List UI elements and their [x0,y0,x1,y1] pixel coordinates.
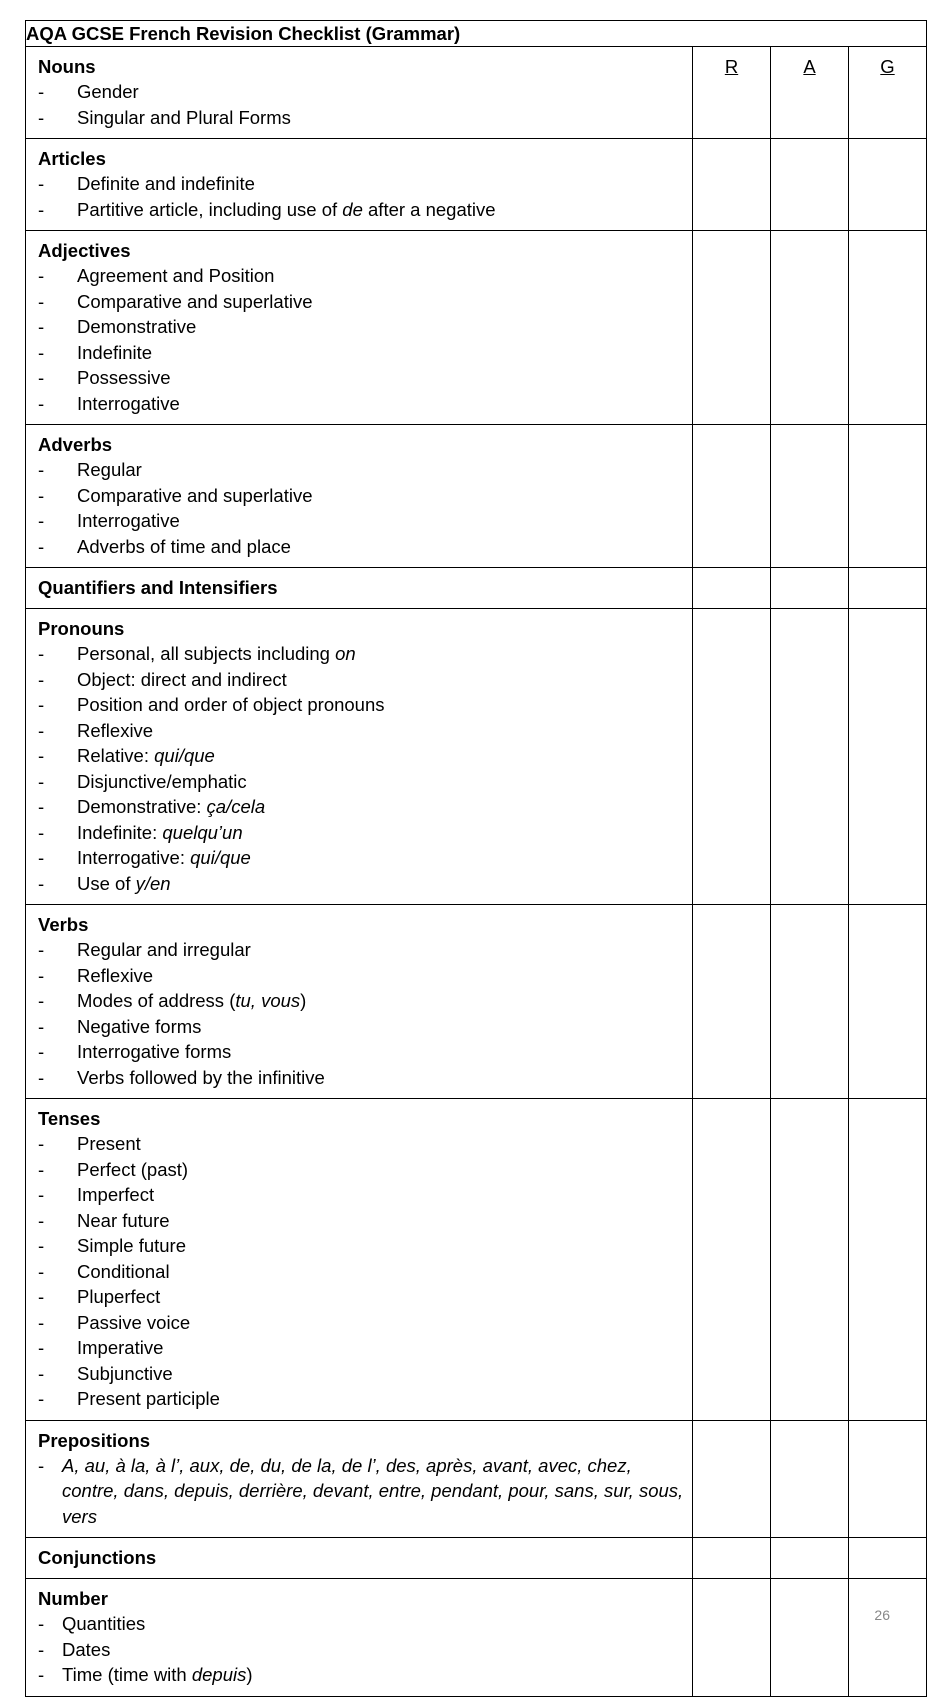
list-item: - Passive voice [38,1311,191,1333]
list-item: - Present [38,1133,141,1154]
amber-cell[interactable] [771,231,849,425]
list-item: - Interrogative: qui/que [38,847,251,868]
section-row-adverbs [26,425,927,568]
list-item: - Interrogative [38,510,180,531]
list-item: - Position and order of object pronouns [38,694,385,715]
green-cell[interactable] [849,139,927,231]
amber-cell[interactable] [771,1420,849,1538]
green-cell[interactable] [849,568,927,609]
list-item: - Singular and Plural Forms [38,106,291,128]
section-title: Pronouns [38,618,125,639]
red-cell[interactable] [693,139,771,231]
section-row-number [26,1579,927,1697]
red-cell[interactable] [693,425,771,568]
section-title: Verbs [38,914,89,935]
list-item: - Imperative [38,1337,164,1358]
amber-cell[interactable] [771,1538,849,1579]
list-item: - Conditional [38,1260,170,1282]
red-cell[interactable] [693,231,771,425]
list-item: - Present participle [38,1388,220,1409]
checklist-title: AQA GCSE French Revision Checklist (Grammar) [26,21,927,47]
section-articles [26,139,693,231]
list-item: - Demonstrative [38,316,197,337]
list-item: - Relative: qui/que [38,745,215,766]
list-item: - Adverbs of time and place [38,535,291,557]
list-item: - Reflexive [38,964,154,986]
list-item: - Partitive article, including use of de after a negative [38,198,496,220]
list-item: - Gender [38,81,139,102]
list-item: - Subjunctive [38,1362,173,1384]
red-cell[interactable] [693,609,771,905]
section-verbs [26,905,693,1099]
list-item: - Indefinite: quelqu’un [38,821,243,843]
green-cell[interactable] [849,609,927,905]
amber-cell[interactable] [771,139,849,231]
section-row-articles [26,139,927,231]
section-nouns [26,47,693,139]
list-item: - Comparative and superlative [38,484,313,506]
section-tenses [26,1099,693,1421]
section-title: Prepositions [38,1429,151,1451]
list-item: - Pluperfect [38,1286,161,1307]
green-cell[interactable] [849,1099,927,1421]
list-item: - Verbs followed by the infinitive [38,1066,325,1088]
list-item: - Perfect (past) [38,1158,189,1180]
column-header-g: G [849,47,927,139]
list-item: - Reflexive [38,719,154,741]
green-cell[interactable] [849,1420,927,1538]
section-row-conjunctions [26,1538,927,1579]
section-title: Articles [38,148,106,169]
amber-cell[interactable] [771,568,849,609]
section-title: Tenses [38,1108,101,1129]
list-item: - Comparative and superlative [38,290,313,312]
list-item: - Regular [38,459,142,480]
list-item: - Use of y/en [38,872,171,894]
amber-cell[interactable] [771,905,849,1099]
green-cell[interactable] [849,425,927,568]
grammar-checklist-table [25,20,927,1697]
amber-cell[interactable] [771,1579,849,1697]
list-item: - Interrogative [38,392,180,414]
section-title: Number [38,1588,108,1609]
section-row-nouns [26,47,927,139]
list-item: - Indefinite [38,341,153,363]
list-item: - Quantities [38,1613,146,1634]
list-item: - Dates [38,1638,111,1660]
amber-cell[interactable] [771,1099,849,1421]
section-conjunctions [26,1538,693,1579]
red-cell[interactable] [693,1099,771,1421]
section-prepositions [26,1420,693,1538]
green-cell[interactable] [849,231,927,425]
section-row-prepositions [26,1420,927,1538]
section-number [26,1579,693,1697]
red-cell[interactable] [693,1420,771,1538]
red-cell[interactable] [693,1538,771,1579]
list-item: - Interrogative forms [38,1041,232,1062]
section-title: Adverbs [38,434,113,455]
column-header-a: A [771,47,849,139]
list-item: - Regular and irregular [38,939,251,960]
section-title: Adjectives [38,240,131,261]
list-item: - Agreement and Position [38,265,275,286]
section-row-pronouns [26,609,927,905]
list-item: - Disjunctive/emphatic [38,770,247,792]
list-item: - A, au, à la, à l’, aux, de, du, de la, de l’, des, après, avant, avec, chez, contre, dans, depuis, derrière, devant, entre, pendant, pour, sans, sur, sous, vers [38,1454,684,1527]
list-item: - Personal, all subjects including on [38,643,356,664]
section-row-verbs [26,905,927,1099]
green-cell[interactable] [849,1538,927,1579]
section-title: Nouns [38,56,96,77]
section-row-tenses [26,1099,927,1421]
column-header-r: R [693,47,771,139]
list-item: - Simple future [38,1235,186,1256]
green-cell[interactable] [849,905,927,1099]
red-cell[interactable] [693,905,771,1099]
section-quantifiers [26,568,693,609]
list-item: - Possessive [38,367,171,388]
section-row-adjectives [26,231,927,425]
section-adjectives [26,231,693,425]
red-cell[interactable] [693,568,771,609]
list-item: - Time (time with depuis) [38,1664,253,1685]
section-pronouns [26,609,693,905]
amber-cell[interactable] [771,425,849,568]
list-item: - Modes of address (tu, vous) [38,990,307,1011]
list-item: - Near future [38,1209,170,1231]
list-item: - Demonstrative: ça/cela [38,796,266,817]
section-title: Quantifiers and Intensifiers [38,577,278,598]
list-item: - Imperfect [38,1184,155,1205]
title-row [26,21,927,47]
red-cell[interactable] [693,1579,771,1697]
section-adverbs [26,425,693,568]
page-number: 26 [874,1607,890,1623]
list-item: - Object: direct and indirect [38,668,287,690]
list-item: - Definite and indefinite [38,173,255,194]
green-cell[interactable] [849,1579,927,1697]
section-row-quantifiers [26,568,927,609]
section-title: Conjunctions [38,1547,157,1568]
list-item: - Negative forms [38,1015,202,1037]
amber-cell[interactable] [771,609,849,905]
